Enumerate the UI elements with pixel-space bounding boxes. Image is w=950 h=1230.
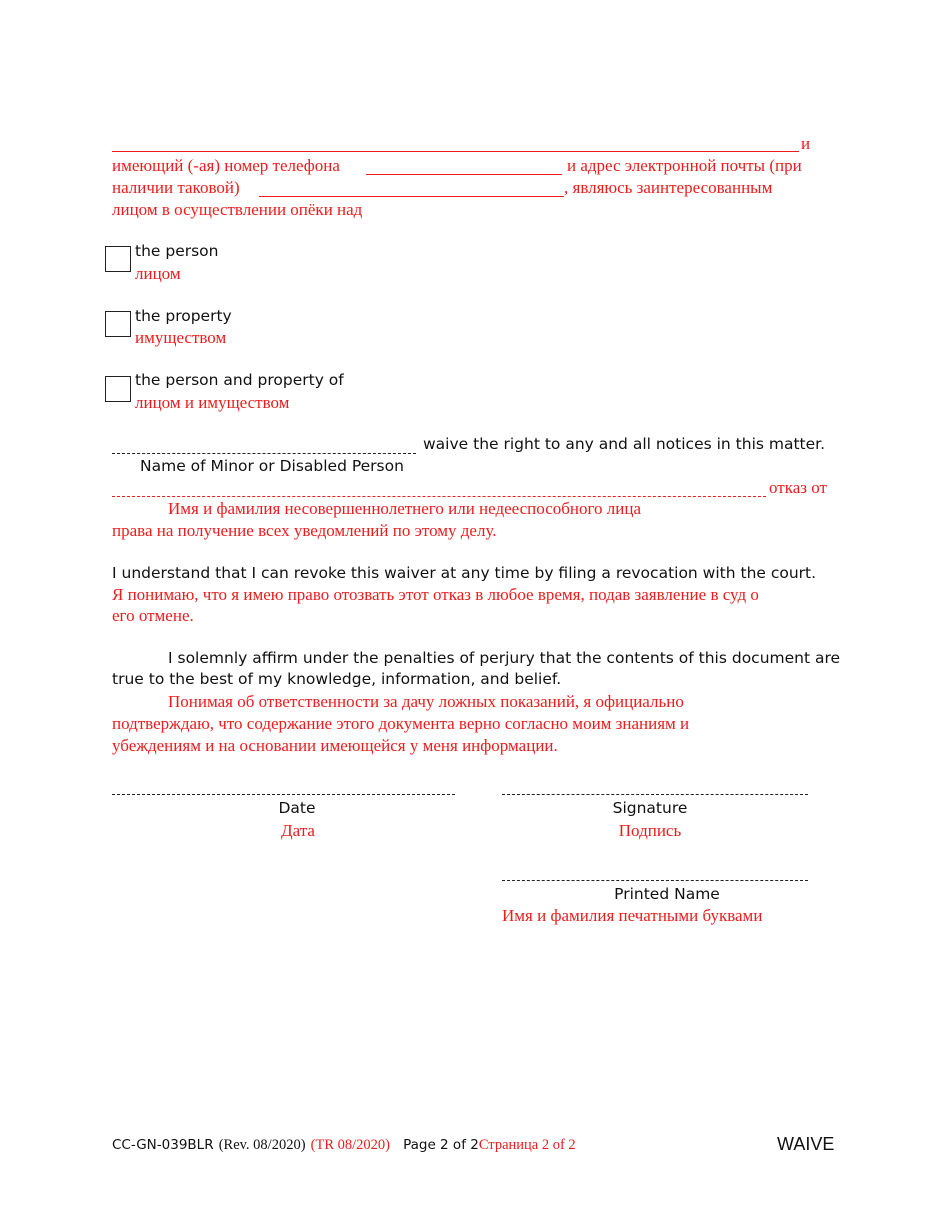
affirm-ru-line1: Понимая об ответственности за дачу ложных показаний, я официально bbox=[168, 692, 684, 711]
form-name: WAIVE bbox=[777, 1134, 835, 1154]
phone-fill-line[interactable] bbox=[366, 174, 562, 175]
printed-name-label-en: Printed Name bbox=[614, 885, 720, 903]
header-line3-label: наличии таковой) bbox=[112, 178, 240, 197]
checkbox-person-and-property[interactable] bbox=[105, 376, 131, 402]
revoke-en: I understand that I can revoke this waiver at any time by filing a revocation with the court. bbox=[112, 564, 817, 582]
minor-name-fill-line-ru[interactable] bbox=[112, 496, 766, 497]
printed-name-label-ru: Имя и фамилия печатными буквами bbox=[502, 906, 763, 925]
date-label-en: Date bbox=[278, 799, 316, 817]
option-property-en: the property bbox=[135, 307, 232, 325]
translation-revision: (TR 08/2020) bbox=[310, 1137, 390, 1153]
page-number-en: Page 2 of 2 bbox=[403, 1137, 479, 1153]
affirm-ru-line3: убеждениям и на основании имеющейся у меня информации. bbox=[112, 736, 558, 755]
form-code: CC-GN-039BLR bbox=[112, 1137, 214, 1153]
page-number-ru: Страница 2 of 2 bbox=[478, 1137, 576, 1153]
date-label-ru: Дата bbox=[281, 821, 315, 840]
option-person-en: the person bbox=[135, 242, 219, 260]
affirm-en-line2: true to the best of my knowledge, information, and belief. bbox=[112, 670, 562, 688]
header-line2-label: имеющий (-ая) номер телефона bbox=[112, 156, 340, 175]
header-line3-suffix: , являюсь заинтересованным bbox=[564, 178, 773, 197]
waiver-label-en: Name of Minor or Disabled Person bbox=[140, 457, 404, 475]
waiver-suffix-ru: отказ от bbox=[769, 478, 827, 497]
waiver-label-ru: Имя и фамилия несовершеннолетнего или недееспособного лица bbox=[168, 499, 642, 518]
checkbox-person[interactable] bbox=[105, 246, 131, 272]
footer bbox=[112, 1134, 576, 1154]
minor-name-fill-line[interactable] bbox=[112, 453, 416, 454]
email-fill-line[interactable] bbox=[259, 196, 564, 197]
date-fill-line[interactable] bbox=[112, 794, 455, 795]
name-fill-line[interactable] bbox=[112, 151, 799, 152]
affirm-en-line1: I solemnly affirm under the penalties of perjury that the contents of this document are bbox=[168, 649, 841, 667]
header-line2-email: и адрес электронной почты (при bbox=[567, 156, 802, 175]
header-line1-suffix: и bbox=[801, 134, 811, 153]
signature-fill-line[interactable] bbox=[502, 794, 808, 795]
affirm-ru-line2: подтверждаю, что содержание этого документа верно согласно моим знаниям и bbox=[112, 714, 690, 733]
waiver-text-en: waive the right to any and all notices in this matter. bbox=[423, 435, 826, 453]
printed-name-fill-line[interactable] bbox=[502, 880, 808, 881]
header-line4: лицом в осуществлении опёки над bbox=[112, 200, 363, 219]
revoke-ru-line2: его отмене. bbox=[112, 606, 194, 625]
checkbox-property[interactable] bbox=[105, 311, 131, 337]
option-property-ru: имуществом bbox=[135, 328, 227, 347]
signature-label-en: Signature bbox=[612, 799, 688, 817]
option-person-ru: лицом bbox=[135, 264, 181, 283]
revoke-ru-line1: Я понимаю, что я имею право отозвать этот отказ в любое время, подав заявление в суд о bbox=[112, 585, 759, 604]
option-person-property-ru: лицом и имуществом bbox=[135, 393, 290, 412]
option-person-property-en: the person and property of bbox=[135, 371, 344, 389]
waiver-text-ru: права на получение всех уведомлений по этому делу. bbox=[112, 521, 497, 540]
signature-label-ru: Подпись bbox=[618, 821, 682, 840]
form-revision: (Rev. 08/2020) bbox=[218, 1137, 306, 1153]
